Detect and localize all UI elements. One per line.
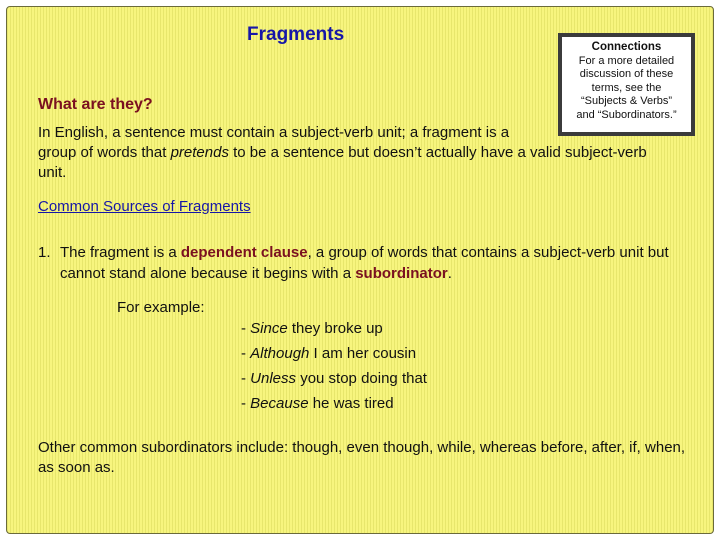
page-title: Fragments (247, 24, 345, 45)
term-dependent-clause: dependent clause (180, 244, 308, 261)
connections-box (558, 33, 695, 136)
example-line (241, 370, 427, 387)
example-rest: he was tired (308, 395, 394, 412)
example-dash: - (241, 395, 251, 412)
connections-line: and “Subordinators.” (576, 108, 677, 121)
definition-text: to be a sentence but doesn’t actually have a valid subject-verb (228, 144, 647, 161)
connections-content (562, 37, 691, 132)
connections-line: For a more detailed (578, 54, 675, 67)
example-rest: I am her cousin (309, 345, 417, 362)
section-heading-what: What are they? (38, 96, 153, 113)
example-line (241, 395, 394, 412)
example-rest: they broke up (287, 320, 383, 337)
example-subordinator: Since (250, 320, 288, 337)
example-dash: - (241, 370, 251, 387)
example-dash: - (241, 320, 251, 337)
definition-text: group of words that (38, 144, 171, 161)
list-text: . (447, 265, 452, 282)
example-line (241, 320, 383, 337)
example-line (241, 345, 416, 362)
example-subordinator: Because (250, 395, 309, 412)
connections-line: terms, see the (591, 81, 662, 94)
example-dash: - (241, 345, 251, 362)
connections-heading: Connections (591, 41, 662, 53)
example-subordinator: Although (250, 345, 310, 362)
slide (6, 6, 714, 534)
example-subordinator: Unless (250, 370, 297, 387)
list-text: The fragment is a (60, 244, 181, 261)
connections-line: discussion of these (579, 68, 674, 80)
list-text: , a group of words that contains a subject-verb unit but cannot stand alone because it begins with a (60, 244, 669, 282)
definition-line-3: unit. (38, 164, 67, 181)
connections-line: “Subjects & Verbs” (580, 95, 673, 107)
definition-line-1: In English, a sentence must contain a subject-verb unit; a fragment is a (38, 124, 510, 141)
definition-line-2 (38, 143, 698, 163)
definition-paragraph (38, 123, 698, 183)
example-label: For example: (117, 299, 205, 316)
common-sources-link[interactable]: Common Sources of Fragments (38, 198, 251, 215)
example-rest: you stop doing that (296, 370, 427, 387)
term-subordinator: subordinator (355, 265, 448, 282)
definition-italic: pretends (170, 144, 229, 161)
other-subordinators-paragraph: Other common subordinators include: though, even though, while, whereas before, after, if, when, as soon as. (38, 439, 686, 476)
list-number: 1. (38, 244, 51, 261)
list-item-1 (38, 242, 678, 284)
